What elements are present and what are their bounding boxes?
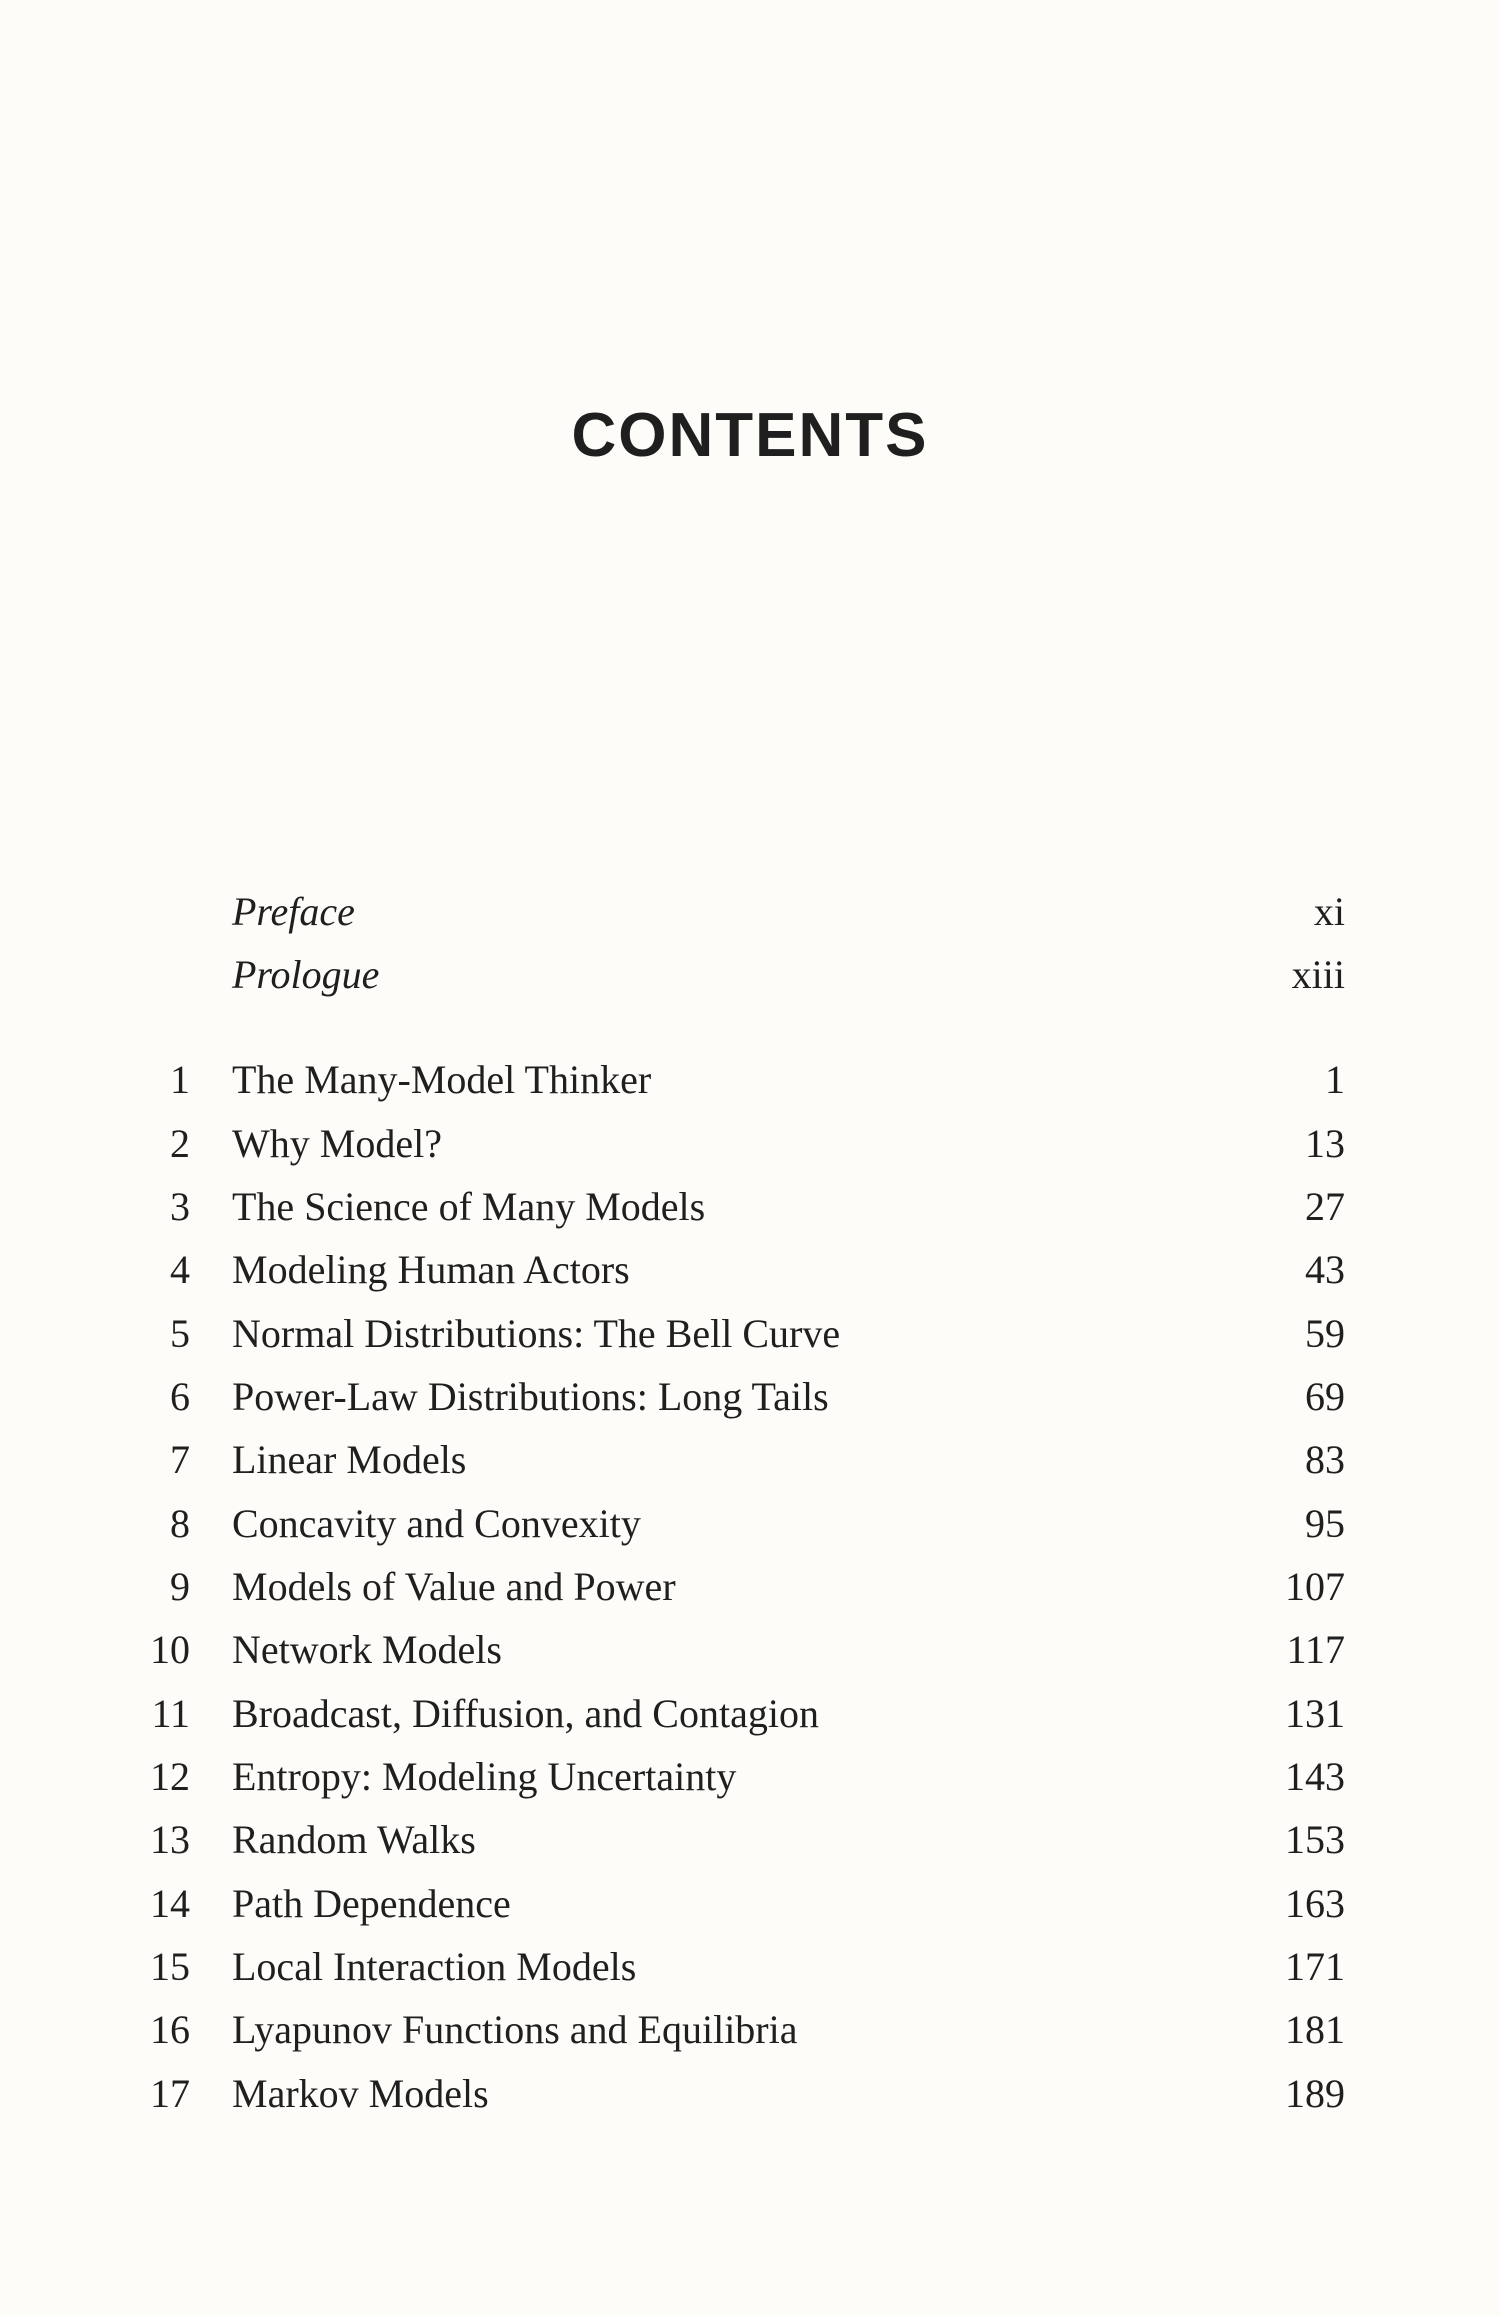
- front-matter-title: Preface: [232, 889, 355, 934]
- chapter-page: 181: [1285, 2007, 1345, 2052]
- chapter-number: 13: [150, 1817, 190, 1862]
- chapter-number: 9: [170, 1564, 190, 1609]
- toc-front-matter-preface: [0, 882, 1500, 942]
- chapter-number: 7: [170, 1437, 190, 1482]
- chapter-page: 189: [1285, 2071, 1345, 2116]
- chapter-number: 12: [150, 1754, 190, 1799]
- toc-chapter-row: [0, 2064, 1500, 2124]
- chapter-page: 163: [1285, 1881, 1345, 1926]
- chapter-number: 1: [170, 1057, 190, 1102]
- chapter-page: 117: [1286, 1627, 1345, 1672]
- toc-chapter-row: [0, 1684, 1500, 1744]
- chapter-number: 10: [150, 1627, 190, 1672]
- chapter-number: 11: [151, 1691, 190, 1736]
- front-matter-title: Prologue: [232, 952, 380, 997]
- chapter-title: Path Dependence: [232, 1881, 511, 1926]
- chapter-page: 83: [1305, 1437, 1345, 1482]
- toc-chapter-row: [0, 1874, 1500, 1934]
- toc-chapter-row: [0, 1557, 1500, 1617]
- chapter-page: 1: [1325, 1057, 1345, 1102]
- chapter-number: 2: [170, 1121, 190, 1166]
- chapter-page: 59: [1305, 1311, 1345, 1356]
- chapter-number: 14: [150, 1881, 190, 1926]
- toc-chapter-row: [0, 2000, 1500, 2060]
- chapter-title: Local Interaction Models: [232, 1944, 637, 1989]
- chapter-page: 107: [1285, 1564, 1345, 1609]
- front-matter-page: xi: [1313, 889, 1345, 934]
- page-title: CONTENTS: [571, 401, 929, 470]
- chapter-title: Why Model?: [232, 1121, 442, 1166]
- chapter-number: 4: [170, 1247, 190, 1292]
- toc-chapter-row: [0, 1177, 1500, 1237]
- toc-chapter-row: [0, 1747, 1500, 1807]
- chapter-title: Normal Distributions: The Bell Curve: [232, 1311, 841, 1356]
- chapter-title: Lyapunov Functions and Equilibria: [232, 2007, 798, 2052]
- chapter-title: Random Walks: [232, 1817, 476, 1862]
- chapter-title: Markov Models: [232, 2071, 489, 2116]
- chapter-title: The Science of Many Models: [232, 1184, 706, 1229]
- chapter-page: 143: [1285, 1754, 1345, 1799]
- chapter-page: 131: [1285, 1691, 1345, 1736]
- toc-chapter-row: [0, 1810, 1500, 1870]
- chapter-page: 13: [1305, 1121, 1345, 1166]
- chapter-number: 16: [150, 2007, 190, 2052]
- chapter-number: 3: [170, 1184, 190, 1229]
- chapter-title: The Many-Model Thinker: [232, 1057, 652, 1102]
- toc-chapter-row: [0, 1050, 1500, 1110]
- toc-chapter-row: [0, 1240, 1500, 1300]
- chapter-page: 69: [1305, 1374, 1345, 1419]
- chapter-page: 153: [1285, 1817, 1345, 1862]
- chapter-number: 5: [170, 1311, 190, 1356]
- chapter-title: Linear Models: [232, 1437, 467, 1482]
- chapter-number: 17: [150, 2071, 190, 2116]
- chapter-page: 171: [1285, 1944, 1345, 1989]
- chapter-number: 6: [170, 1374, 190, 1419]
- chapter-page: 95: [1305, 1501, 1345, 1546]
- chapter-title: Models of Value and Power: [232, 1564, 676, 1609]
- chapter-page: 43: [1305, 1247, 1345, 1292]
- toc-chapter-row: [0, 1937, 1500, 1997]
- front-matter-page: xiii: [1291, 952, 1345, 997]
- chapter-page: 27: [1305, 1184, 1345, 1229]
- chapter-number: 8: [170, 1501, 190, 1546]
- toc-chapter-row: [0, 1620, 1500, 1680]
- chapter-title: Concavity and Convexity: [232, 1501, 641, 1546]
- toc-chapter-row: [0, 1304, 1500, 1364]
- chapter-title: Broadcast, Diffusion, and Contagion: [232, 1691, 819, 1736]
- toc-front-matter-prologue: [0, 945, 1500, 1005]
- toc-chapter-row: [0, 1494, 1500, 1554]
- chapter-number: 15: [150, 1944, 190, 1989]
- toc-chapter-row: [0, 1114, 1500, 1174]
- chapter-title: Power-Law Distributions: Long Tails: [232, 1374, 829, 1419]
- chapter-title: Entropy: Modeling Uncertainty: [232, 1754, 737, 1799]
- chapter-title: Network Models: [232, 1627, 502, 1672]
- toc-chapter-row: [0, 1430, 1500, 1490]
- toc-chapter-row: [0, 1367, 1500, 1427]
- chapter-title: Modeling Human Actors: [232, 1247, 630, 1292]
